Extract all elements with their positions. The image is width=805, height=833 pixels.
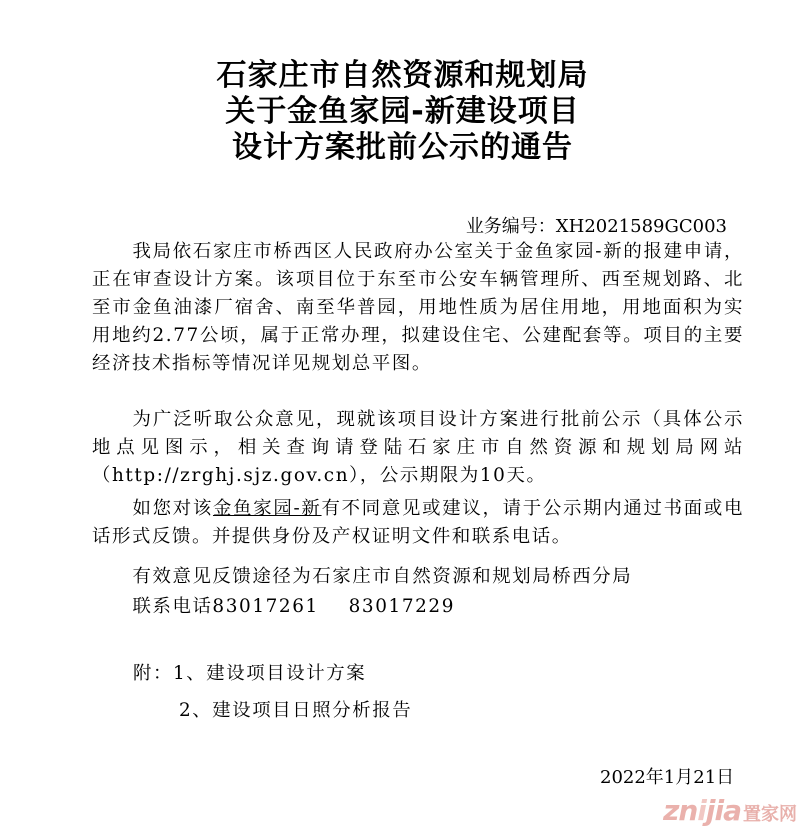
notice-date: 2022年1月21日 — [600, 767, 735, 788]
paragraph-feedback-channel: 有效意见反馈途径为石家庄市自然资源和规划局桥西分局 — [132, 566, 633, 587]
watermark-logo-part-b: jia — [705, 794, 741, 827]
paragraph-contact-phone: 联系电话83017261 83017229 — [132, 596, 456, 617]
watermark-logo-dot: i — [697, 794, 706, 827]
feedback-text-after: 有不同意见或建议，请于公示期内通过书面或电话形式反馈。并提供身份及产权证明文件和联系电话。 — [92, 498, 744, 547]
watermark-logo — [663, 794, 797, 827]
title-line-3: 设计方案批前公示的通告 — [232, 130, 573, 165]
attachment-item-2: 2、建设项目日照分析报告 — [179, 700, 413, 721]
paragraph-public-notice: 为广泛听取公众意见，现就该项目设计方案进行批前公示（具体公示地点见图示，相关查询请登陆石家庄市自然资源和规划局网站（http://zrghj.sjz.gov.cn），公示期限为10天。 — [92, 409, 744, 486]
attachment-item-1: 附：1、建设项目设计方案 — [133, 663, 367, 684]
title-line-2: 关于金鱼家园-新建设项目 — [225, 94, 580, 129]
document-number: 业务编号：XH2021589GC003 — [465, 216, 727, 237]
watermark-logo-part-a: zn — [663, 794, 698, 827]
paragraph-feedback — [92, 495, 744, 551]
feedback-text-before: 如您对该 — [132, 498, 213, 519]
project-name-link[interactable]: 金鱼家园-新 — [212, 498, 322, 519]
watermark-site-name: 置家网 — [743, 804, 797, 825]
watermark-logo-text — [663, 794, 741, 827]
title-line-1: 石家庄市自然资源和规划局 — [216, 58, 589, 93]
paragraph-project-description: 我局依石家庄市桥西区人民政府办公室关于金鱼家园-新的报建申请，正在审查设计方案。该项目位于东至市公安车辆管理所、西至规划路、北至市金鱼油漆厂宿舍、南至华普园，用地性质为居住用地，用地面积为实用地约2.77公顷，属于正常办理，拟建设住宅、公建配套等。项目的主要经济技术指标等情况详见规划总平图。 — [92, 241, 744, 374]
